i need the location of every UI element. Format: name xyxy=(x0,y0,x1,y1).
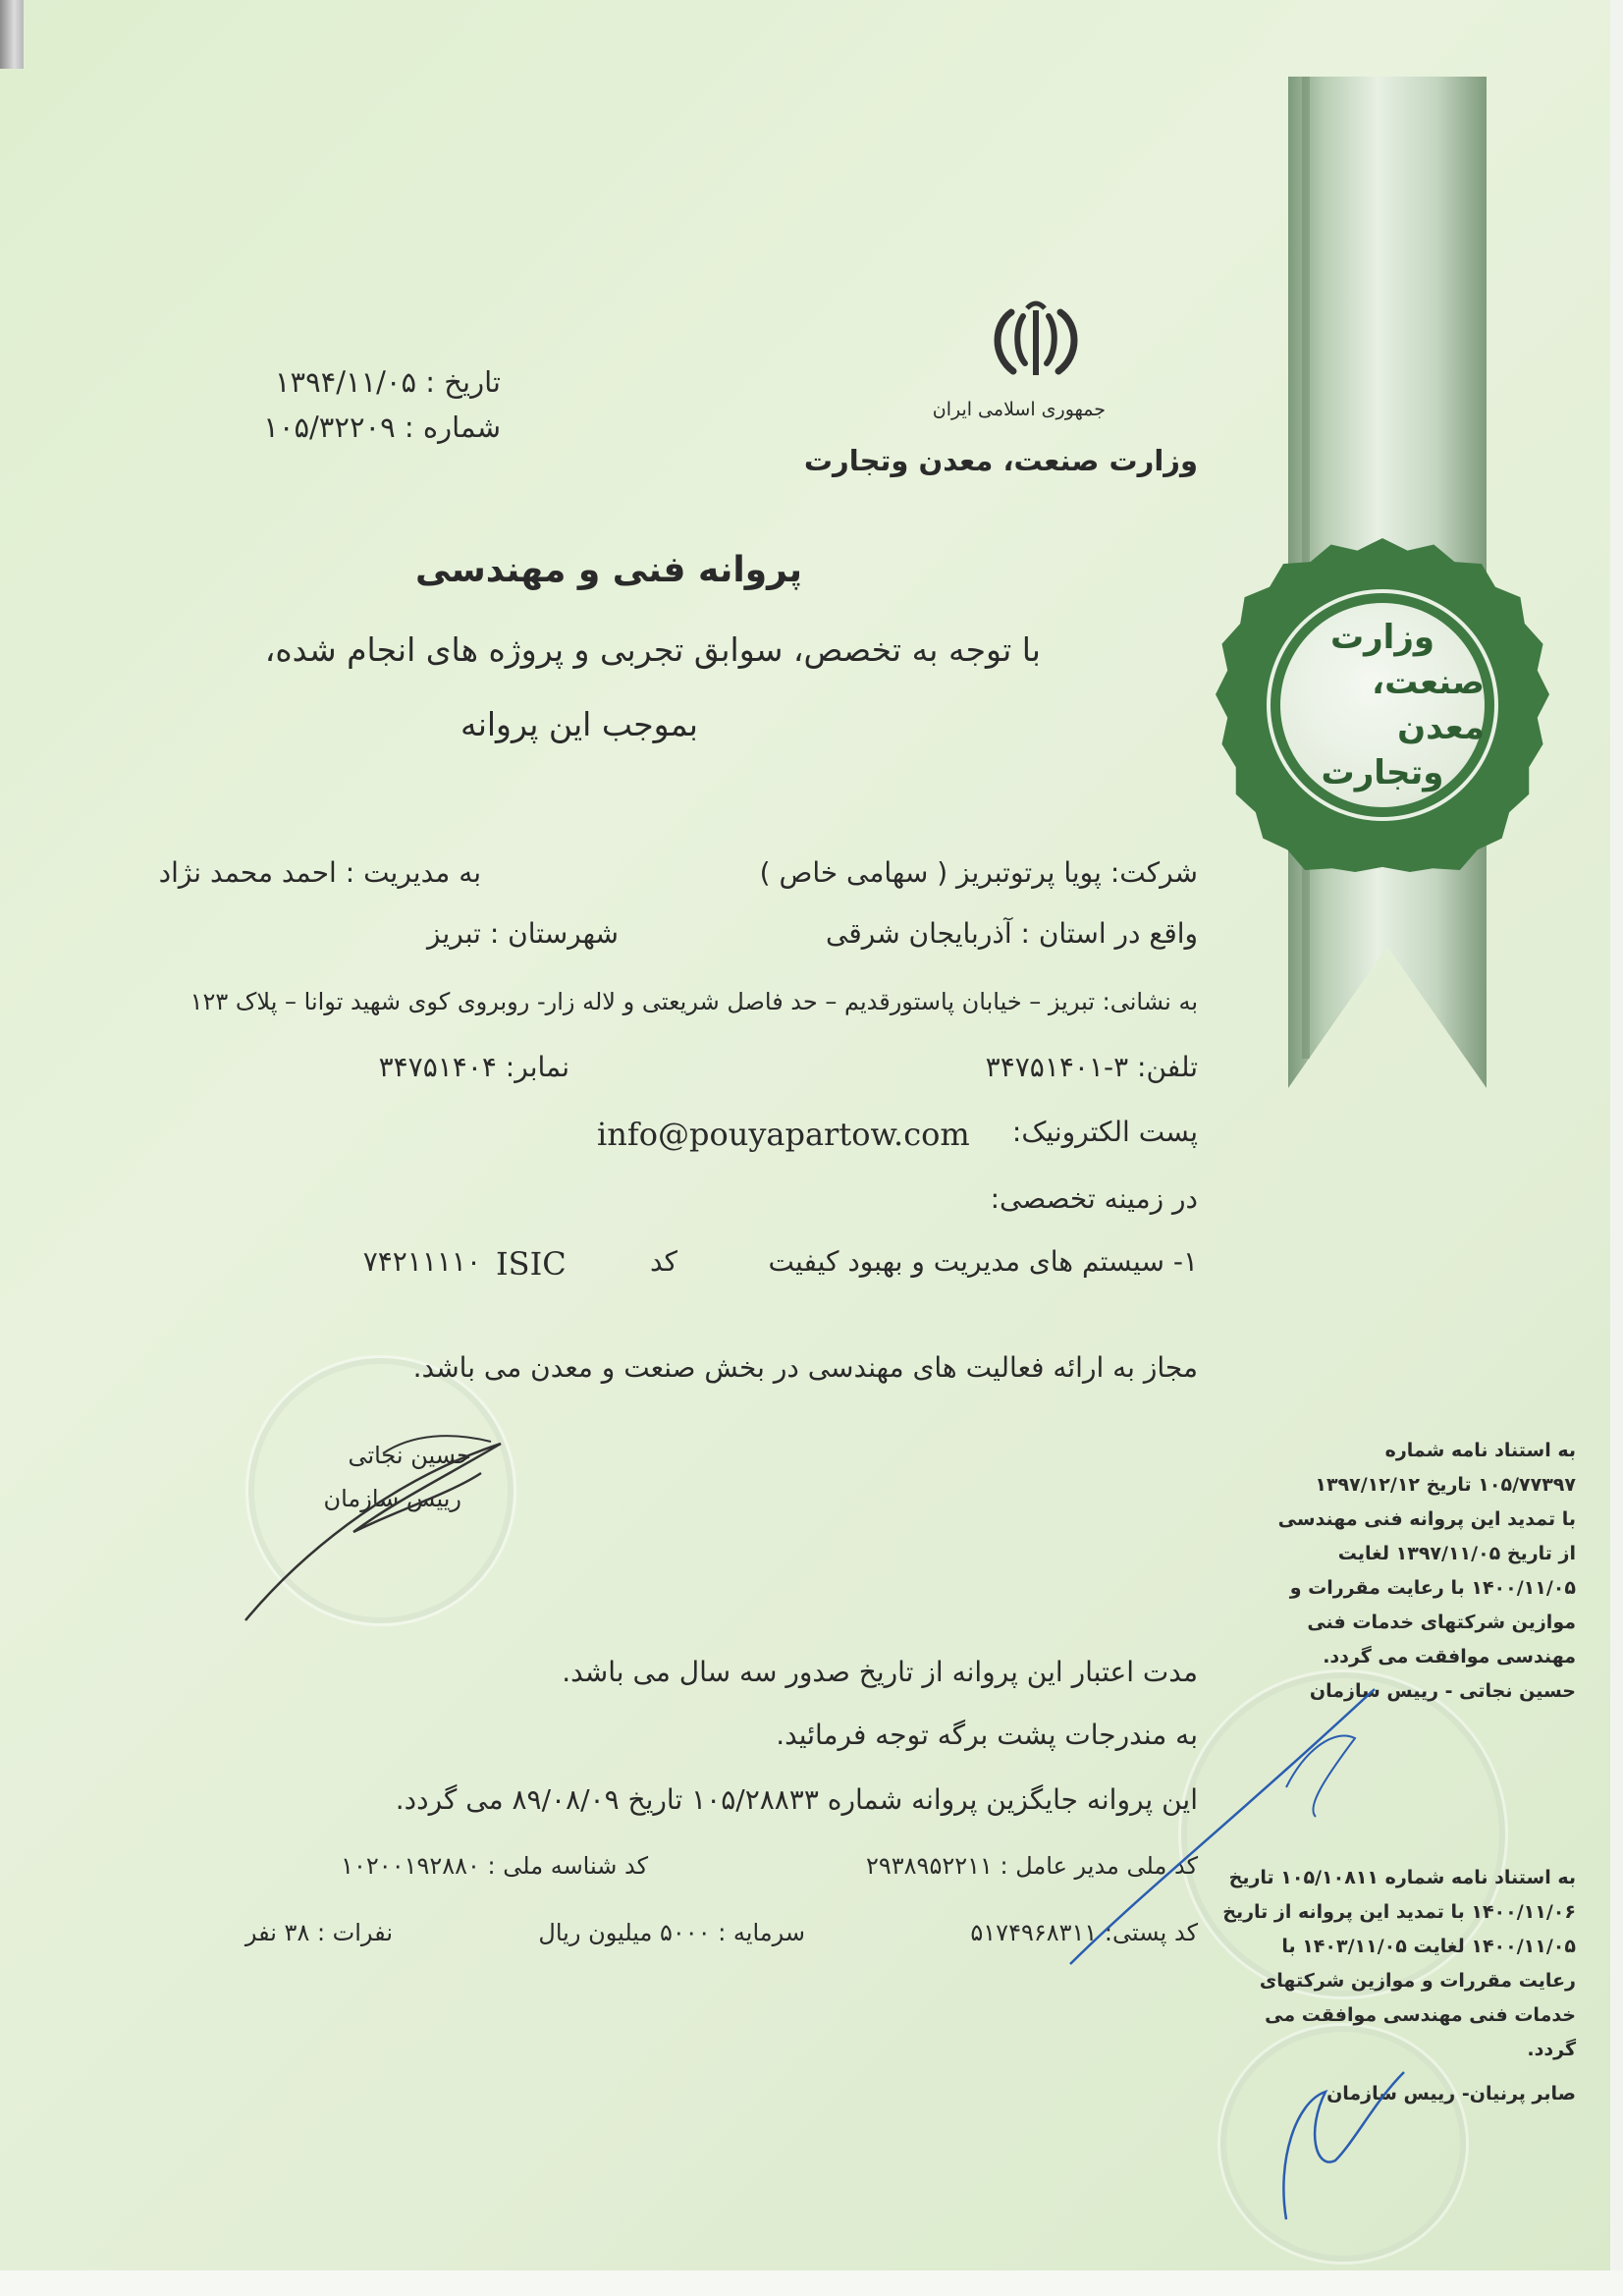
blue-signature-mark xyxy=(1267,2062,1424,2229)
field-item: ۱- سیستم های مدیریت و بهبود کیفیت xyxy=(768,1245,1198,1278)
renewal-note-1 xyxy=(1252,1434,1576,1709)
intro-line-2: بموجب این پروانه xyxy=(460,705,698,743)
renewal-2-line: صابر پرنیان- رییس سازمان xyxy=(1326,2083,1576,2105)
ministry-name: وزارت صنعت، معدن وتجارت xyxy=(803,444,1198,477)
renewal-1-line: مهندسی موافقت می گردد. xyxy=(1323,1646,1576,1667)
emblem-caption: جمهوری اسلامی ایران xyxy=(932,399,1106,420)
scan-edge-bottom xyxy=(0,2270,1623,2296)
email-label: پست الکترونیک: xyxy=(1011,1116,1198,1148)
seal-line-3: وتجارت xyxy=(1321,753,1444,793)
iran-emblem-icon xyxy=(972,295,1100,393)
number-field xyxy=(216,410,501,444)
signatory-role: رییس سازمان xyxy=(323,1485,461,1512)
intro-line-1: با توجه به تخصص، سوابق تجربی و پروژه های انجام شده، xyxy=(264,630,1041,669)
scan-edge-right xyxy=(1610,0,1623,2296)
email-value: info@pouyapartow.com xyxy=(597,1116,970,1153)
renewal-2-line: به استناد نامه شماره ۱۰۵/۱۰۸۱۱ تاریخ xyxy=(1228,1867,1576,1888)
validity-line-2: به مندرجات پشت برگه توجه فرمائید. xyxy=(776,1719,1198,1751)
capital: سرمایه : ۵۰۰۰ میلیون ریال xyxy=(538,1919,805,1946)
manager-name: به مدیریت : احمد محمد نژاد xyxy=(158,856,481,889)
renewal-2-line: ۱۴۰۰/۱۱/۰۶ با تمدید این پروانه از تاریخ xyxy=(1222,1901,1576,1923)
phone: تلفن: ۳-۳۴۷۵۱۴۰۱ xyxy=(985,1051,1198,1083)
staff-count: نفرات : ۳۸ نفر xyxy=(244,1919,393,1946)
postal-code: کد پستی: ۵۱۷۴۹۶۸۳۱۱ xyxy=(970,1919,1198,1946)
manager-national-code: کد ملی مدیر عامل : ۲۹۳۸۹۵۲۲۱۱ xyxy=(865,1852,1198,1880)
date-value: ۱۳۹۴/۱۱/۰۵ xyxy=(274,365,417,399)
renewal-1-line: از تاریخ ۱۳۹۷/۱۱/۰۵ لغایت xyxy=(1337,1543,1576,1564)
renewal-1-line: با تمدید این پروانه فنی مهندسی xyxy=(1277,1508,1576,1530)
renewal-1-line: به استناد نامه شماره xyxy=(1384,1440,1576,1461)
date-field xyxy=(216,365,501,399)
renewal-2-line: ۱۴۰۰/۱۱/۰۵ لغایت ۱۴۰۳/۱۱/۰۵ با xyxy=(1281,1936,1576,1957)
renewal-2-line: رعایت مقررات و موازین شرکتهای xyxy=(1259,1970,1576,1992)
renewal-1-line: ۱۴۰۰/۱۱/۰۵ با رعایت مقررات و xyxy=(1289,1577,1576,1599)
document-title: پروانه فنی و مهندسی xyxy=(414,550,802,590)
renewal-1-line: حسین نجاتی - رییس سازمان xyxy=(1309,1680,1576,1702)
signature-mark xyxy=(236,1414,520,1630)
isic-label: ISIC xyxy=(496,1245,567,1283)
date-label: تاریخ : xyxy=(425,365,501,399)
authorization-statement: مجاز به ارائه فعالیت های مهندسی در بخش صنعت و معدن می باشد. xyxy=(412,1351,1198,1384)
seal-text xyxy=(1280,603,1485,807)
city: شهرستان : تبریز xyxy=(427,917,619,950)
seal-line-1: وزارت xyxy=(1329,618,1435,657)
signatory-name: حسین نجاتی xyxy=(348,1442,471,1469)
seal-line-2: صنعت، معدن xyxy=(1372,663,1485,747)
isic-code: ۷۴۲۱۱۱۱۰ xyxy=(362,1245,481,1278)
renewal-1-line: موازین شرکتهای خدمات فنی xyxy=(1307,1612,1576,1633)
scan-edge xyxy=(0,0,24,69)
blue-signature-mark xyxy=(1060,1669,1394,1984)
validity-line-1: مدت اعتبار این پروانه از تاریخ صدور سه سال می باشد. xyxy=(562,1656,1198,1688)
field-label: در زمینه تخصصی: xyxy=(990,1182,1198,1215)
renewal-1-line: ۱۰۵/۷۷۳۹۷ تاریخ ۱۳۹۷/۱۲/۱۲ xyxy=(1315,1474,1576,1496)
province: واقع در استان : آذربایجان شرقی xyxy=(826,917,1198,950)
company-name: شرکت: پویا پرتوتبریز ( سهامی خاص ) xyxy=(759,856,1198,889)
fax: نمابر: ۳۴۷۵۱۴۰۴ xyxy=(378,1051,569,1083)
address: به نشانی: تبریز – خیابان پاستورقدیم – حد فاصل شریعتی و لاله زار- روبروی کوی شهید توانا – پلاک ۱۲۳ xyxy=(189,988,1198,1015)
validity-line-3: این پروانه جایگزین پروانه شماره ۱۰۵/۲۸۸۳۳ تاریخ ۸۹/۰۸/۰۹ می گردد. xyxy=(395,1783,1198,1816)
renewal-2-line: خدمات فنی مهندسی موافقت می xyxy=(1265,2004,1576,2026)
national-id: کد شناسه ملی : ۱۰۲۰۰۱۹۲۸۸۰ xyxy=(341,1852,648,1880)
code-label: کد xyxy=(649,1245,677,1278)
number-value: ۱۰۵/۳۲۲۰۹ xyxy=(263,410,396,444)
number-label: شماره : xyxy=(404,410,501,444)
renewal-2-line: گردد. xyxy=(1527,2039,1576,2060)
